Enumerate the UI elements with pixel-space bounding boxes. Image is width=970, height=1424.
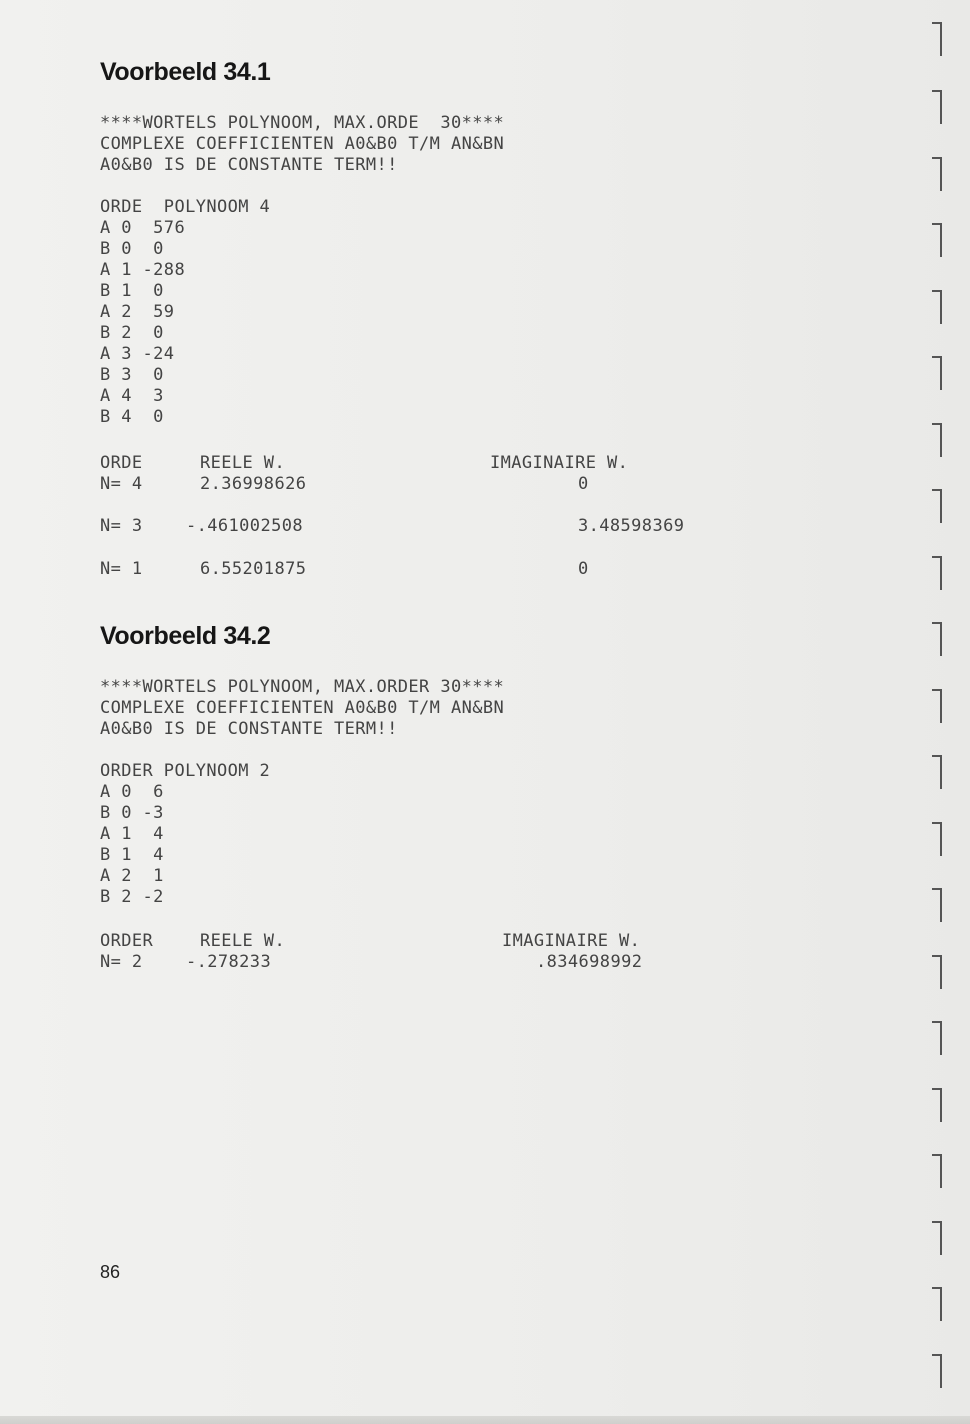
header-line: ****WORTELS POLYNOOM, MAX.ORDE 30****	[100, 113, 505, 133]
coefficient-line: A 1 -288	[100, 260, 186, 280]
example-2-title: Voorbeeld 34.2	[100, 622, 271, 650]
result-n: N= 1	[100, 559, 143, 579]
coefficient-line: B 3 0	[100, 365, 164, 385]
binder-tab-mark	[932, 622, 942, 656]
binder-tab-mark	[932, 822, 942, 856]
coefficient-line: B 1 0	[100, 281, 164, 301]
result-n: N= 3	[100, 516, 143, 536]
coefficient-line: A 2 1	[100, 866, 164, 886]
result-imag: 0	[578, 559, 589, 579]
header-line: COMPLEXE COEFFICIENTEN A0&B0 T/M AN&BN	[100, 698, 505, 718]
coefficient-line: A 0 6	[100, 782, 164, 802]
page-number: 86	[100, 1262, 121, 1282]
header-line: COMPLEXE COEFFICIENTEN A0&B0 T/M AN&BN	[100, 134, 505, 154]
order-line: ORDE POLYNOOM 4	[100, 197, 271, 217]
binder-tab-mark	[932, 755, 942, 789]
example-1-header	[100, 113, 504, 176]
binder-tab-mark	[932, 1021, 942, 1055]
result-real: -.278233	[186, 952, 272, 972]
header-line: ****WORTELS POLYNOOM, MAX.ORDER 30****	[100, 677, 505, 697]
results-header-real: REELE W.	[200, 931, 286, 951]
binder-tab-mark	[932, 1221, 942, 1255]
results-header-order: ORDER	[100, 931, 154, 951]
result-imag: 3.48598369	[578, 516, 685, 536]
result-imag: .834698992	[536, 952, 643, 972]
page-bottom-edge	[0, 1416, 970, 1424]
binder-tab-mark	[932, 489, 942, 523]
results-header-real: REELE W.	[200, 453, 286, 473]
coefficient-line: A 0 576	[100, 218, 186, 238]
result-real: 6.55201875	[200, 559, 307, 579]
coefficient-line: B 0 -3	[100, 803, 164, 823]
coefficient-line: B 1 4	[100, 845, 164, 865]
binder-tab-mark	[932, 556, 942, 590]
result-real: -.461002508	[186, 516, 303, 536]
results-header-order: ORDE	[100, 453, 143, 473]
binder-tab-mark	[932, 888, 942, 922]
example-2-coefficients	[100, 761, 270, 908]
result-imag: 0	[578, 474, 589, 494]
header-line: A0&B0 IS DE CONSTANTE TERM!!	[100, 155, 398, 175]
result-n: N= 4	[100, 474, 143, 494]
coefficient-line: B 4 0	[100, 407, 164, 427]
coefficient-line: A 4 3	[100, 386, 164, 406]
binder-tab-mark	[932, 423, 942, 457]
example-1-title: Voorbeeld 34.1	[100, 58, 271, 86]
coefficient-line: A 1 4	[100, 824, 164, 844]
binder-tab-mark	[932, 157, 942, 191]
coefficient-line: B 2 0	[100, 323, 164, 343]
results-header-imag: IMAGINAIRE W.	[502, 931, 641, 951]
binder-tab-mark	[932, 1287, 942, 1321]
results-header-imag: IMAGINAIRE W.	[490, 453, 629, 473]
binder-tab-mark	[932, 955, 942, 989]
result-real: 2.36998626	[200, 474, 307, 494]
order-line: ORDER POLYNOOM 2	[100, 761, 271, 781]
coefficient-line: B 2 -2	[100, 887, 164, 907]
example-1-coefficients	[100, 197, 270, 428]
header-line: A0&B0 IS DE CONSTANTE TERM!!	[100, 719, 398, 739]
binder-tab-mark	[932, 689, 942, 723]
binder-tab-mark	[932, 22, 942, 56]
binder-tab-mark	[932, 290, 942, 324]
binder-tab-mark	[932, 223, 942, 257]
example-2-header	[100, 677, 504, 740]
coefficient-line: A 3 -24	[100, 344, 175, 364]
binder-tab-mark	[932, 1088, 942, 1122]
coefficient-line: B 0 0	[100, 239, 164, 259]
binder-tab-mark	[932, 1154, 942, 1188]
binder-tab-mark	[932, 1354, 942, 1388]
coefficient-line: A 2 59	[100, 302, 175, 322]
result-n: N= 2	[100, 952, 143, 972]
binder-tab-mark	[932, 356, 942, 390]
binder-tab-mark	[932, 90, 942, 124]
